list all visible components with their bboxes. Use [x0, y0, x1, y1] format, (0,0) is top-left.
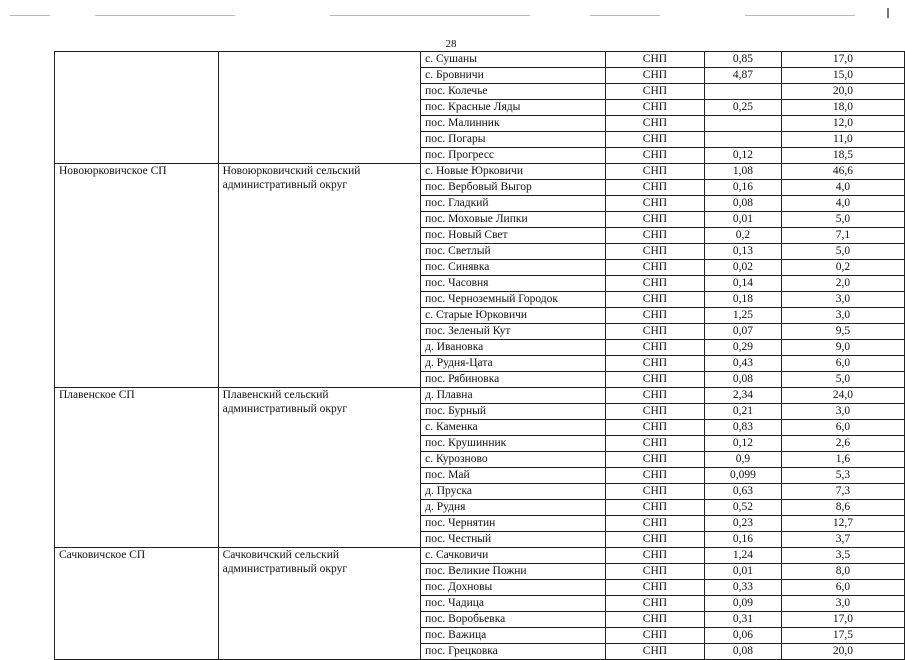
type-cell: СНП	[605, 628, 704, 644]
value-b-cell: 18,5	[781, 148, 904, 164]
value-a-cell: 0,099	[705, 468, 782, 484]
value-b-cell: 4,0	[781, 180, 904, 196]
settlement-cell: пос. Синявка	[421, 260, 606, 276]
type-cell: СНП	[605, 564, 704, 580]
settlement-cell: д. Рудня-Цата	[421, 356, 606, 372]
value-a-cell	[705, 132, 782, 148]
settlement-cell: пос. Чернятин	[421, 516, 606, 532]
settlement-cell: пос. Малинник	[421, 116, 606, 132]
settlement-cell: с. Старые Юрковичи	[421, 308, 606, 324]
value-a-cell: 0,08	[705, 644, 782, 660]
settlement-cell: пос. Дохновы	[421, 580, 606, 596]
type-cell: СНП	[605, 324, 704, 340]
type-cell: СНП	[605, 484, 704, 500]
settlement-cell: с. Бровничи	[421, 68, 606, 84]
settlement-cell: пос. Май	[421, 468, 606, 484]
value-b-cell: 20,0	[781, 644, 904, 660]
table-row	[55, 548, 905, 564]
value-b-cell: 17,5	[781, 628, 904, 644]
type-cell: СНП	[605, 612, 704, 628]
settlement-cell: д. Плавна	[421, 388, 606, 404]
type-cell: СНП	[605, 100, 704, 116]
type-cell: СНП	[605, 468, 704, 484]
value-b-cell: 11,0	[781, 132, 904, 148]
settlement-cell: пос. Честный	[421, 532, 606, 548]
municipality-cell: Сачковичское СП	[55, 548, 219, 660]
value-a-cell: 0,21	[705, 404, 782, 420]
settlement-cell: пос. Грецковка	[421, 644, 606, 660]
settlement-cell: пос. Зеленый Кут	[421, 324, 606, 340]
okrug-line: административный округ	[222, 403, 348, 415]
value-a-cell: 0,2	[705, 228, 782, 244]
value-a-cell: 0,06	[705, 628, 782, 644]
value-a-cell: 0,01	[705, 564, 782, 580]
value-b-cell: 15,0	[781, 68, 904, 84]
type-cell: СНП	[605, 596, 704, 612]
type-cell: СНП	[605, 500, 704, 516]
value-b-cell: 8,0	[781, 564, 904, 580]
value-b-cell: 12,0	[781, 116, 904, 132]
okrug-line: Сачковичский сельский	[222, 549, 340, 561]
settlement-cell: пос. Колечье	[421, 84, 606, 100]
settlement-cell: пос. Вербовый Выгор	[421, 180, 606, 196]
settlement-cell: пос. Великие Пожни	[421, 564, 606, 580]
type-cell: СНП	[605, 292, 704, 308]
settlement-cell: пос. Часовня	[421, 276, 606, 292]
okrug-line: Плавенский сельский	[222, 389, 329, 401]
municipality-cell: Плавенское СП	[55, 388, 219, 548]
value-b-cell: 5,3	[781, 468, 904, 484]
value-b-cell: 3,0	[781, 292, 904, 308]
value-b-cell: 3,0	[781, 404, 904, 420]
value-b-cell: 6,0	[781, 420, 904, 436]
value-b-cell: 3,0	[781, 308, 904, 324]
settlement-cell: д. Пруска	[421, 484, 606, 500]
value-b-cell: 9,5	[781, 324, 904, 340]
scan-edge-mark	[887, 8, 889, 18]
settlements-table	[54, 51, 905, 660]
value-b-cell: 9,0	[781, 340, 904, 356]
settlement-cell: с. Каменка	[421, 420, 606, 436]
type-cell: СНП	[605, 404, 704, 420]
type-cell: СНП	[605, 372, 704, 388]
value-b-cell: 6,0	[781, 356, 904, 372]
settlement-cell: с. Сушаны	[421, 52, 606, 68]
settlement-cell: пос. Воробьевка	[421, 612, 606, 628]
page-number: 28	[445, 38, 457, 50]
okrug-cell	[218, 548, 421, 660]
value-a-cell: 0,25	[705, 100, 782, 116]
type-cell: СНП	[605, 196, 704, 212]
value-a-cell: 0,63	[705, 484, 782, 500]
okrug-line: административный округ	[222, 563, 348, 575]
type-cell: СНП	[605, 276, 704, 292]
settlement-cell: с. Новые Юрковичи	[421, 164, 606, 180]
value-b-cell: 17,0	[781, 612, 904, 628]
value-a-cell: 0,02	[705, 260, 782, 276]
value-b-cell: 5,0	[781, 244, 904, 260]
value-b-cell: 5,0	[781, 372, 904, 388]
value-b-cell: 3,5	[781, 548, 904, 564]
table-row	[55, 164, 905, 180]
type-cell: СНП	[605, 52, 704, 68]
table-row	[55, 388, 905, 404]
value-b-cell: 20,0	[781, 84, 904, 100]
settlement-cell: пос. Моховые Липки	[421, 212, 606, 228]
table-row	[55, 52, 905, 68]
type-cell: СНП	[605, 452, 704, 468]
value-a-cell: 0,18	[705, 292, 782, 308]
value-b-cell: 17,0	[781, 52, 904, 68]
type-cell: СНП	[605, 644, 704, 660]
value-a-cell: 0,07	[705, 324, 782, 340]
settlement-cell: пос. Новый Свет	[421, 228, 606, 244]
settlement-cell: пос. Гладкий	[421, 196, 606, 212]
value-a-cell: 0,14	[705, 276, 782, 292]
value-a-cell: 1,08	[705, 164, 782, 180]
value-b-cell: 3,0	[781, 596, 904, 612]
okrug-cell	[218, 164, 421, 388]
value-a-cell: 0,23	[705, 516, 782, 532]
settlement-cell: пос. Красные Ляды	[421, 100, 606, 116]
okrug-line: Новоюрковичский сельский	[222, 165, 361, 177]
value-a-cell: 0,29	[705, 340, 782, 356]
value-a-cell: 0,16	[705, 180, 782, 196]
settlement-cell: пос. Рябиновка	[421, 372, 606, 388]
type-cell: СНП	[605, 228, 704, 244]
value-a-cell: 0,12	[705, 436, 782, 452]
value-a-cell: 0,13	[705, 244, 782, 260]
value-a-cell: 0,09	[705, 596, 782, 612]
municipality-cell	[55, 52, 219, 164]
value-a-cell: 0,43	[705, 356, 782, 372]
settlement-cell: пос. Крушинник	[421, 436, 606, 452]
type-cell: СНП	[605, 340, 704, 356]
settlement-cell: пос. Чадица	[421, 596, 606, 612]
type-cell: СНП	[605, 260, 704, 276]
type-cell: СНП	[605, 420, 704, 436]
value-b-cell: 7,1	[781, 228, 904, 244]
type-cell: СНП	[605, 180, 704, 196]
value-a-cell: 0,08	[705, 196, 782, 212]
settlement-cell: пос. Светлый	[421, 244, 606, 260]
okrug-cell	[218, 388, 421, 548]
value-b-cell: 46,6	[781, 164, 904, 180]
type-cell: СНП	[605, 436, 704, 452]
value-b-cell: 24,0	[781, 388, 904, 404]
value-a-cell: 0,33	[705, 580, 782, 596]
value-a-cell: 0,85	[705, 52, 782, 68]
type-cell: СНП	[605, 244, 704, 260]
value-b-cell: 1,6	[781, 452, 904, 468]
type-cell: СНП	[605, 548, 704, 564]
value-b-cell: 2,0	[781, 276, 904, 292]
type-cell: СНП	[605, 516, 704, 532]
value-b-cell: 5,0	[781, 212, 904, 228]
value-a-cell: 0,16	[705, 532, 782, 548]
value-b-cell: 18,0	[781, 100, 904, 116]
value-a-cell: 0,52	[705, 500, 782, 516]
type-cell: СНП	[605, 356, 704, 372]
municipality-cell: Новоюрковичское СП	[55, 164, 219, 388]
type-cell: СНП	[605, 532, 704, 548]
okrug-cell	[218, 52, 421, 164]
type-cell: СНП	[605, 308, 704, 324]
value-a-cell: 0,08	[705, 372, 782, 388]
value-b-cell: 2,6	[781, 436, 904, 452]
value-b-cell: 8,6	[781, 500, 904, 516]
type-cell: СНП	[605, 84, 704, 100]
value-b-cell: 7,3	[781, 484, 904, 500]
value-a-cell: 1,24	[705, 548, 782, 564]
settlement-cell: пос. Прогресс	[421, 148, 606, 164]
settlement-cell: д. Ивановка	[421, 340, 606, 356]
okrug-line: административный округ	[222, 179, 348, 191]
settlement-cell: с. Курозново	[421, 452, 606, 468]
value-a-cell: 1,25	[705, 308, 782, 324]
value-a-cell: 2,34	[705, 388, 782, 404]
type-cell: СНП	[605, 116, 704, 132]
settlement-cell: пос. Черноземный Городок	[421, 292, 606, 308]
value-a-cell: 0,9	[705, 452, 782, 468]
value-b-cell: 3,7	[781, 532, 904, 548]
type-cell: СНП	[605, 212, 704, 228]
value-b-cell: 6,0	[781, 580, 904, 596]
settlement-cell: пос. Погары	[421, 132, 606, 148]
value-a-cell: 0,01	[705, 212, 782, 228]
settlement-cell: пос. Важица	[421, 628, 606, 644]
value-a-cell: 0,31	[705, 612, 782, 628]
type-cell: СНП	[605, 148, 704, 164]
value-b-cell: 0,2	[781, 260, 904, 276]
type-cell: СНП	[605, 132, 704, 148]
value-a-cell	[705, 84, 782, 100]
type-cell: СНП	[605, 164, 704, 180]
type-cell: СНП	[605, 388, 704, 404]
value-a-cell	[705, 116, 782, 132]
settlements-table-body	[55, 52, 905, 660]
value-a-cell: 4,87	[705, 68, 782, 84]
type-cell: СНП	[605, 68, 704, 84]
settlement-cell: пос. Бурный	[421, 404, 606, 420]
settlement-cell: д. Рудня	[421, 500, 606, 516]
value-b-cell: 4,0	[781, 196, 904, 212]
value-a-cell: 0,83	[705, 420, 782, 436]
value-b-cell: 12,7	[781, 516, 904, 532]
value-a-cell: 0,12	[705, 148, 782, 164]
settlement-cell: с. Сачковичи	[421, 548, 606, 564]
type-cell: СНП	[605, 580, 704, 596]
scan-artifact-top	[0, 12, 905, 20]
